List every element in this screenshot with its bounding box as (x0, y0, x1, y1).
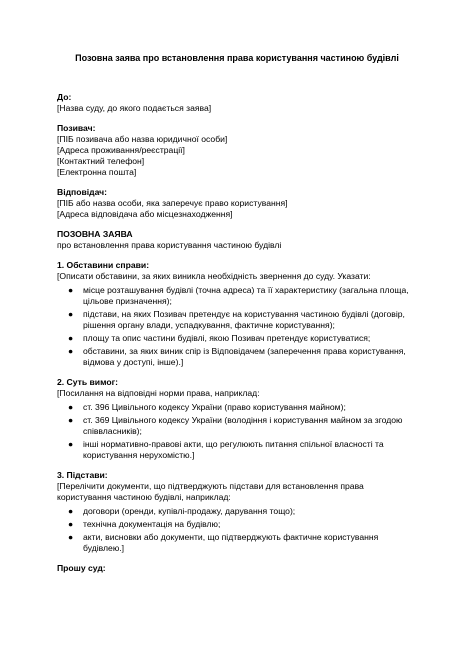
plaintiff-label: Позивач: (57, 123, 96, 133)
court-label: До: (57, 92, 72, 102)
list-item (57, 285, 417, 307)
list-item-text: місце розташування будівлі (точна адреса) та її характеристику (загальна площа, цільове призначення); (83, 285, 409, 306)
request-block (57, 563, 417, 574)
list-item (57, 333, 417, 344)
bullet-icon: ● (68, 309, 74, 319)
list-item-text: технічна документація на будівлю; (83, 519, 221, 529)
list-item (57, 519, 417, 530)
court-block (57, 92, 417, 114)
bullet-icon: ● (68, 415, 74, 425)
list-item-text: обставини, за яких виник спір із Відповідачем (заперечення права користування, відмова у доступі, інше).] (83, 346, 406, 367)
document-title: Позовна заява про встановлення права користування частиною будівлі (75, 53, 399, 63)
defendant-label: Відповідач: (57, 187, 108, 197)
grounds-intro: [Перелічити документи, що підтверджують підстави для встановлення права користування частиною будівлі, наприклад: (57, 481, 364, 502)
claims-list (57, 402, 417, 461)
list-item-text: ст. 396 Цивільного кодексу України (право користування майном); (83, 402, 346, 412)
plaintiff-block (57, 123, 417, 178)
bullet-icon: ● (68, 532, 74, 542)
document-body (57, 92, 417, 583)
list-item (57, 346, 417, 368)
list-item (57, 439, 417, 461)
request-heading: Прошу суд: (57, 563, 106, 573)
circumstances-section (57, 260, 417, 368)
plaintiff-email-placeholder: [Електронна пошта] (57, 167, 137, 177)
list-item (57, 309, 417, 331)
circumstances-heading: 1. Обставини справи: (57, 260, 150, 270)
grounds-heading: 3. Підстави: (57, 470, 108, 480)
list-item (57, 415, 417, 437)
defendant-name-placeholder: [ПІБ або назва особи, яка заперечує право користування] (57, 198, 288, 208)
list-item-text: площу та опис частини будівлі, якою Позивач претендує користуватися; (83, 333, 371, 343)
plaintiff-address-placeholder: [Адреса проживання/реєстрації] (57, 145, 185, 155)
list-item-text: інші нормативно-правові акти, що регулюють питання спільної власності та користування нерухомістю.] (83, 439, 384, 460)
bullet-icon: ● (68, 439, 74, 449)
claim-subheading: про встановлення права користування частиною будівлі (57, 240, 282, 250)
bullet-icon: ● (68, 519, 74, 529)
list-item-text: акти, висновки або документи, що підтверджують фактичне користування будівлею.] (83, 532, 379, 553)
list-item-text: ст. 369 Цивільного кодексу України (володіння і користування майном за згодою співвласників); (83, 415, 403, 436)
list-item-text: договори (оренди, купівлі-продажу, дарування тощо); (83, 506, 296, 516)
defendant-address-placeholder: [Адреса відповідача або місцезнаходження] (57, 209, 233, 219)
defendant-block (57, 187, 417, 220)
list-item (57, 532, 417, 554)
claim-heading-block (57, 229, 417, 251)
grounds-list (57, 506, 417, 554)
circumstances-list (57, 285, 417, 368)
list-item (57, 506, 417, 517)
claims-section (57, 377, 417, 461)
list-item-text: підстави, на яких Позивач претендує на користування частиною будівлі (договір, рішення органу влади, успадкування, фактичне користування); (83, 309, 405, 330)
claims-heading: 2. Суть вимог: (57, 377, 119, 387)
plaintiff-name-placeholder: [ПІБ позивача або назва юридичної особи] (57, 134, 228, 144)
plaintiff-phone-placeholder: [Контактний телефон] (57, 156, 145, 166)
bullet-icon: ● (68, 346, 74, 356)
court-name-placeholder: [Назва суду, до якого подається заява] (57, 103, 212, 113)
claim-heading: ПОЗОВНА ЗАЯВА (57, 229, 133, 239)
list-item (57, 402, 417, 413)
grounds-section (57, 470, 417, 554)
bullet-icon: ● (68, 285, 74, 295)
bullet-icon: ● (68, 402, 74, 412)
claims-intro: [Посилання на відповідні норми права, наприклад: (57, 388, 260, 398)
circumstances-intro: [Описати обставини, за яких виникла необхідність звернення до суду. Указати: (57, 271, 371, 281)
bullet-icon: ● (68, 506, 74, 516)
bullet-icon: ● (68, 333, 74, 343)
